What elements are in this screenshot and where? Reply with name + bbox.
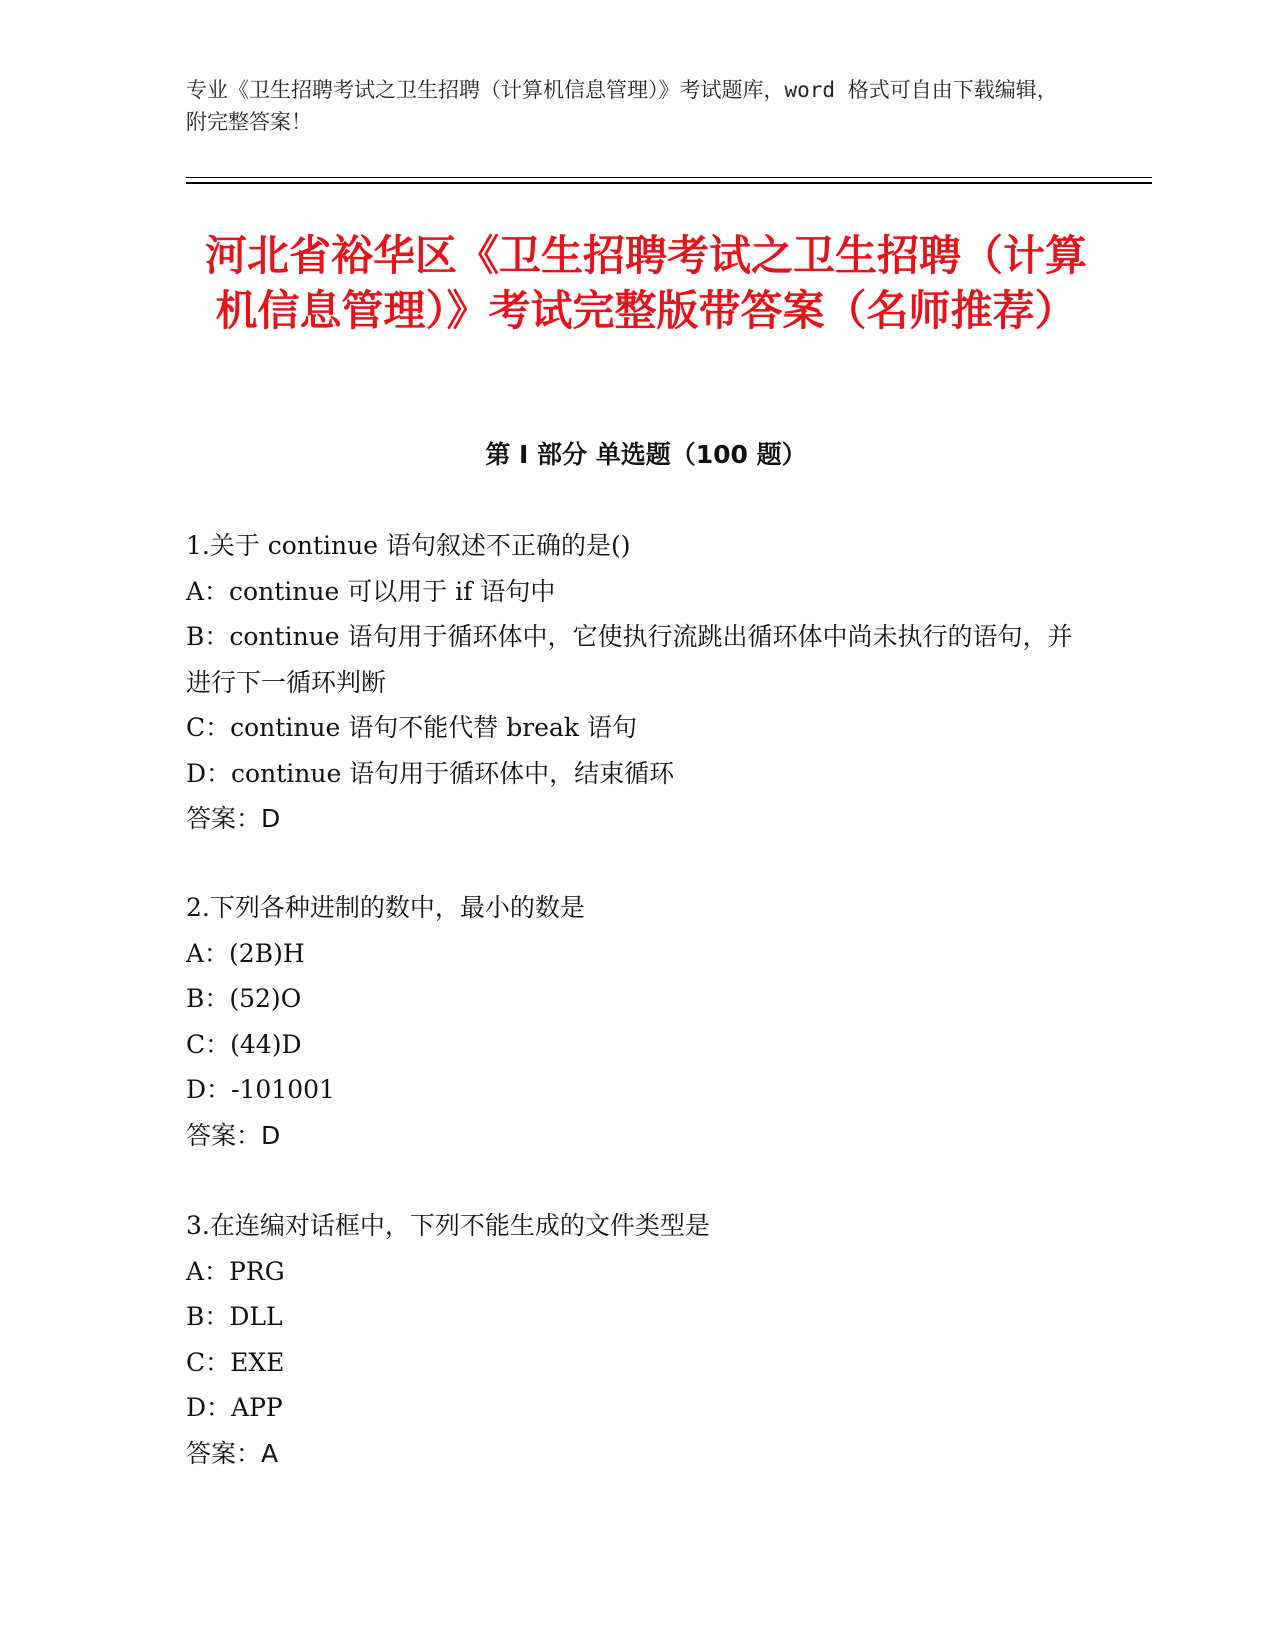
header-note: 专业《卫生招聘考试之卫生招聘（计算机信息管理）》考试题库，word 格式可自由下载编辑，附完整答案！	[186, 78, 1058, 134]
answer-line: 答案：D	[186, 1120, 281, 1150]
option-c: C：EXE	[186, 1347, 285, 1377]
answer-line: 答案：A	[186, 1438, 279, 1468]
option-c: C：continue 语句不能代替 break 语句	[186, 713, 637, 742]
question-stem: 2.下列各种进制的数中，最小的数是	[186, 893, 585, 922]
option-d: D：-101001	[186, 1075, 335, 1104]
answer-line: 答案：D	[186, 804, 281, 833]
question-stem: 1.关于 continue 语句叙述不正确的是()	[186, 531, 631, 560]
option-a: A：PRG	[186, 1256, 285, 1286]
option-c: C：(44)D	[186, 1029, 302, 1059]
document-title: 河北省裕华区《卫生招聘考试之卫生招聘（计算机信息管理）》考试完整版带答案（名师推荐）	[204, 231, 1087, 335]
question-stem: 3.在连编对话框中，下列不能生成的文件类型是	[186, 1211, 710, 1240]
header-rule-thin	[186, 177, 1152, 178]
option-d: D：APP	[186, 1393, 283, 1422]
option-b: B：(52)O	[186, 984, 302, 1013]
header-rule-thick	[186, 182, 1152, 184]
question-1	[186, 523, 1086, 842]
question-3	[186, 1203, 1086, 1476]
question-2	[186, 885, 1086, 1158]
option-a: A：(2B)H	[186, 938, 305, 968]
option-d: D：continue 语句用于循环体中，结束循环	[186, 758, 675, 788]
option-b: B：continue 语句用于循环体中，它使执行流跳出循环体中尚未执行的语句，并进行下一循环判断	[186, 622, 1073, 697]
option-b: B：DLL	[186, 1302, 283, 1331]
section-title: 第 I 部分 单选题（100 题）	[485, 440, 807, 469]
option-a: A：continue 可以用于 if 语句中	[186, 576, 556, 606]
